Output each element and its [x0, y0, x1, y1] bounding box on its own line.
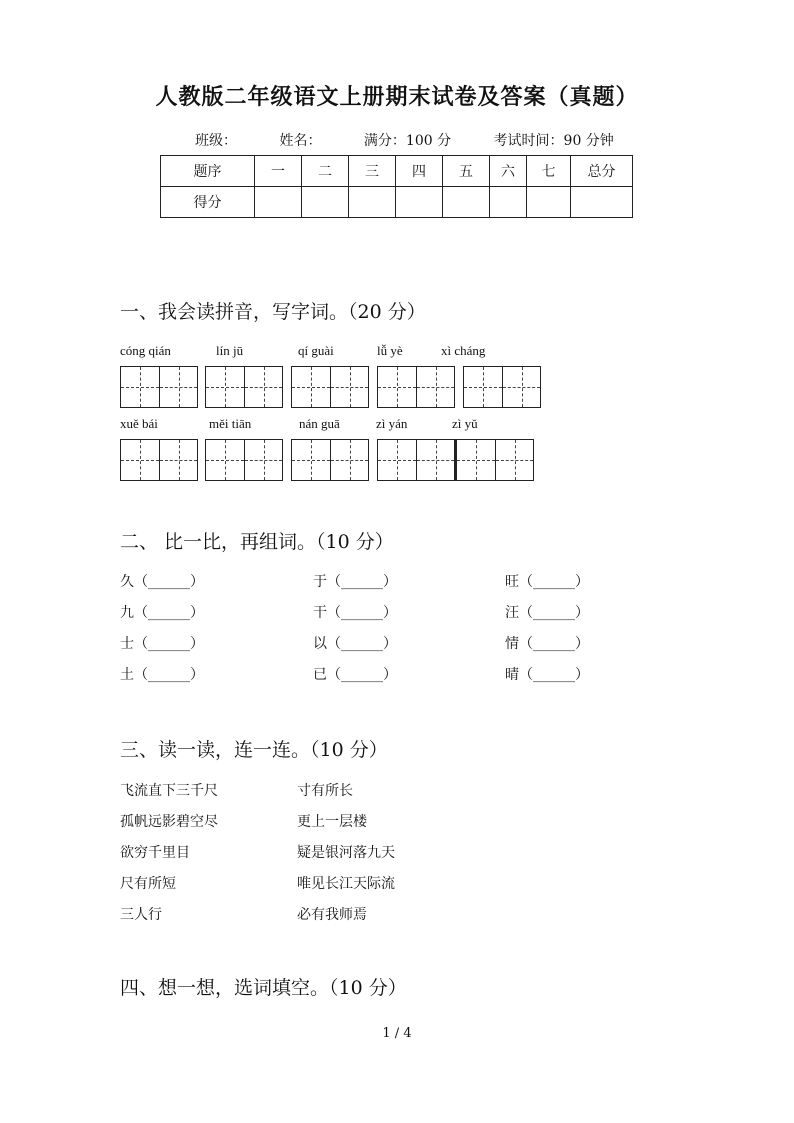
- compare-item[interactable]: 以（______）: [313, 636, 397, 652]
- score-entry-cell[interactable]: [571, 187, 633, 218]
- compare-item[interactable]: 干（______）: [313, 605, 397, 621]
- match-left-item[interactable]: 飞流直下三千尺: [120, 783, 218, 799]
- writing-cell[interactable]: [159, 440, 197, 480]
- writing-cell[interactable]: [159, 367, 197, 407]
- writing-box-group[interactable]: [205, 366, 283, 408]
- pinyin-label: lín jū: [216, 343, 244, 358]
- page-number: 1 / 4: [382, 1026, 412, 1041]
- writing-box-group[interactable]: [377, 366, 455, 408]
- match-left-item[interactable]: 三人行: [120, 907, 162, 923]
- match-right-item[interactable]: 疑是银河落九天: [297, 845, 395, 861]
- score-table-score-row: [161, 187, 633, 218]
- writing-box-group[interactable]: [455, 439, 534, 481]
- writing-cell[interactable]: [206, 440, 244, 480]
- section2-title: 二、 比一比，再组词。（10 分）: [120, 531, 394, 553]
- exam-info: [195, 130, 614, 150]
- table-cell: 一: [255, 156, 302, 187]
- score-entry-cell[interactable]: [349, 187, 396, 218]
- section4-title: 四、想一想，选词填空。（10 分）: [120, 977, 407, 999]
- writing-cell[interactable]: [121, 367, 159, 407]
- compare-item[interactable]: 情（______）: [505, 636, 589, 652]
- page-title: 人教版二年级语文上册期末试卷及答案（真题）: [155, 84, 639, 110]
- compare-item[interactable]: 久（______）: [120, 574, 204, 590]
- compare-item[interactable]: 于（______）: [313, 574, 397, 590]
- compare-item[interactable]: 已（______）: [313, 667, 397, 683]
- score-entry-cell[interactable]: [527, 187, 571, 218]
- writing-cell[interactable]: [244, 440, 282, 480]
- writing-cell[interactable]: [292, 440, 330, 480]
- match-right-item[interactable]: 唯见长江天际流: [297, 876, 395, 892]
- writing-cell[interactable]: [330, 440, 368, 480]
- score-entry-cell[interactable]: [396, 187, 443, 218]
- full-score-label: 满分：100 分: [363, 133, 452, 149]
- table-cell: 七: [527, 156, 571, 187]
- score-entry-cell[interactable]: [443, 187, 490, 218]
- compare-item[interactable]: 士（______）: [120, 636, 204, 652]
- section1-title: 一、我会读拼音，写字词。（20 分）: [120, 301, 426, 323]
- match-left-item[interactable]: 尺有所短: [120, 876, 176, 892]
- score-table: [160, 155, 633, 218]
- compare-item[interactable]: 九（______）: [120, 605, 204, 621]
- table-cell: 二: [302, 156, 349, 187]
- writing-cell[interactable]: [378, 367, 416, 407]
- name-label: 姓名：: [279, 133, 322, 149]
- compare-item[interactable]: 晴（______）: [505, 667, 589, 683]
- pinyin-label: qí guài: [298, 343, 334, 358]
- section3-title: 三、读一读，连一连。（10 分）: [120, 739, 388, 761]
- pinyin-label: lǚ yè: [377, 343, 403, 358]
- table-cell: 得分: [161, 187, 255, 218]
- writing-box-group[interactable]: [291, 439, 369, 481]
- compare-item[interactable]: 汪（______）: [505, 605, 589, 621]
- writing-cell[interactable]: [244, 367, 282, 407]
- writing-box-group[interactable]: [377, 439, 455, 481]
- table-cell: 题序: [161, 156, 255, 187]
- writing-cell[interactable]: [495, 440, 533, 480]
- score-entry-cell[interactable]: [255, 187, 302, 218]
- compare-item[interactable]: 土（______）: [120, 667, 204, 683]
- compare-item[interactable]: 旺（______）: [505, 574, 589, 590]
- match-right-item[interactable]: 寸有所长: [297, 783, 353, 799]
- writing-box-group[interactable]: [291, 366, 369, 408]
- writing-cell[interactable]: [416, 440, 454, 480]
- pinyin-label: nán guā: [299, 416, 340, 431]
- match-right-item[interactable]: 更上一层楼: [297, 814, 367, 830]
- score-entry-cell[interactable]: [490, 187, 527, 218]
- pinyin-label: zì yán: [376, 416, 408, 431]
- pinyin-label: xì cháng: [441, 343, 486, 358]
- class-label: 班级：: [195, 133, 237, 149]
- writing-box-group[interactable]: [463, 366, 541, 408]
- score-entry-cell[interactable]: [302, 187, 349, 218]
- table-cell: 四: [396, 156, 443, 187]
- writing-cell[interactable]: [416, 367, 454, 407]
- score-table-header-row: [161, 156, 633, 187]
- writing-cell[interactable]: [121, 440, 159, 480]
- writing-box-group[interactable]: [205, 439, 283, 481]
- writing-cell[interactable]: [502, 367, 540, 407]
- table-cell: 总分: [571, 156, 633, 187]
- writing-cell[interactable]: [464, 367, 502, 407]
- writing-cell[interactable]: [206, 367, 244, 407]
- pinyin-label: zì yǔ: [452, 416, 478, 431]
- writing-box-group[interactable]: [120, 439, 198, 481]
- writing-cell[interactable]: [330, 367, 368, 407]
- table-cell: 五: [443, 156, 490, 187]
- writing-cell[interactable]: [457, 440, 495, 480]
- writing-box-group[interactable]: [120, 366, 198, 408]
- match-right-item[interactable]: 必有我师焉: [297, 907, 367, 923]
- pinyin-label: xuě bái: [120, 416, 158, 431]
- writing-cell[interactable]: [292, 367, 330, 407]
- match-left-item[interactable]: 孤帆远影碧空尽: [120, 814, 218, 830]
- match-left-item[interactable]: 欲穷千里目: [120, 845, 190, 861]
- pinyin-label: měi tiān: [209, 416, 252, 431]
- pinyin-label: cóng qián: [120, 343, 171, 358]
- exam-time-label: 考试时间：90 分钟: [493, 133, 614, 149]
- writing-cell[interactable]: [378, 440, 416, 480]
- table-cell: 三: [349, 156, 396, 187]
- table-cell: 六: [490, 156, 527, 187]
